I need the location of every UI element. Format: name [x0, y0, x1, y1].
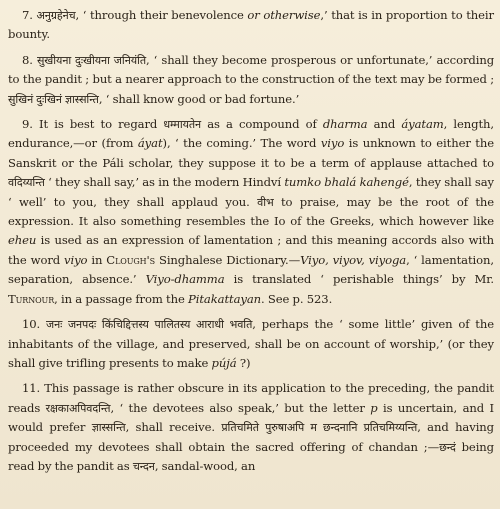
- text-run: as a compound of: [201, 117, 323, 132]
- text-run: 10.: [22, 317, 47, 332]
- text-run: सुखीयना दुःखीयना जनियंति: [36, 53, 147, 67]
- text-run: , shall receive.: [125, 420, 222, 435]
- text-run: Viyo, viyov, viyoga: [300, 252, 407, 267]
- text-run: Clough's: [106, 252, 156, 267]
- text-run: is used as an expression of lamentation ; and this meaning accords also with the word: [8, 233, 494, 267]
- text-run: , and having proceeded my devotees shall obtain the sacred offering of chandan ;—: [8, 420, 494, 454]
- text-run: pújá: [211, 355, 237, 370]
- text-run: 8.: [22, 52, 37, 67]
- text-run: Viyo-dhamma: [145, 272, 225, 287]
- text-run: ?): [236, 355, 251, 370]
- text-run: viyo: [64, 252, 88, 267]
- text-run: , length, endurance,—or (from: [8, 117, 494, 151]
- text-run: धम्मायतेन: [163, 118, 202, 132]
- text-run: 11. This passage is rather obscure in its application to the preceding, the pandit reads: [8, 381, 494, 415]
- note-9: [8, 115, 494, 309]
- text-run: being read by the pandit as: [8, 439, 494, 473]
- text-run: . See p. 523.: [261, 291, 333, 306]
- text-run: is translated ‘ perishable things’ by Mr.: [224, 272, 494, 287]
- text-run: is unknown to either the Sanskrit or the Páli scholar, they suppose it to be a term of applause attached to: [8, 136, 494, 170]
- text-run: वीभ: [257, 195, 274, 209]
- text-run: ज्ञास्सन्ति: [91, 421, 126, 435]
- text-run: áyat: [137, 136, 163, 151]
- text-run: eheu: [8, 233, 37, 248]
- text-run: tumko bhalá kahengé: [284, 175, 409, 190]
- text-run: जनः जनपदः किंचिद्दित्तस्य पालितस्य आराधी भवति: [46, 318, 253, 332]
- text-run: in: [87, 252, 107, 267]
- text-run: चन्दन: [132, 459, 155, 473]
- text-run: dharma: [322, 117, 368, 132]
- text-run: , ‘ shall they become prosperous or unfortunate,’ according to the pandit ; but a nearer approach to the construction of the text may be formed ;: [8, 52, 495, 87]
- text-run: , they shall say ‘ well’ to you, they shall applaud you.: [8, 175, 495, 209]
- text-run: is uncertain, and I would prefer: [8, 400, 494, 435]
- text-run: सुखिनं दुःखिनं ज्ञास्सन्ति: [8, 92, 99, 106]
- text-run: Turnour: [8, 291, 55, 306]
- text-run: 9. It is best to regard: [22, 117, 164, 132]
- text-run: , perhaps the ‘ some little’ given of the inhabitants of the village, and preserved, shall be on account of worship,’ (or they shall give trifling presents to make: [8, 317, 494, 370]
- text-run: ,’ that is in proportion to their bounty.: [8, 8, 494, 42]
- text-run: रक्षकाअपिवदन्ति: [45, 401, 111, 415]
- text-run: , ‘ the devotees also speak,’ but the letter: [110, 400, 371, 415]
- text-run: , sandal-wood, an: [154, 458, 256, 473]
- text-run: Pitakattayan: [188, 291, 262, 306]
- note-7: [8, 6, 494, 45]
- text-run: or otherwise: [247, 8, 321, 22]
- note-11: [8, 379, 494, 476]
- text-run: ‘ they shall say,’ as in the modern Hindví: [44, 175, 285, 190]
- text-run: , ‘ lamentation, separation, absence.’: [8, 252, 494, 287]
- text-run: प्रतिचमिते पुरुषाअपि म छन्दनानि प्रतिचमिय्यन्ति: [221, 421, 418, 435]
- text-run: , ‘ through their benevolence: [75, 8, 248, 22]
- text-run: , ‘ shall know good or bad fortune.’: [98, 91, 300, 106]
- note-8: [8, 51, 494, 109]
- text-run: viyo: [320, 136, 345, 151]
- text-run: छन्दं: [439, 440, 456, 454]
- text-run: अनुग्रहेनेच: [36, 9, 76, 22]
- text-run: p: [370, 400, 378, 415]
- text-run: वदिय्यन्ति: [8, 176, 45, 190]
- text-run: 7.: [22, 8, 37, 22]
- text-run: , in a passage from the: [54, 291, 189, 306]
- note-10: [8, 315, 494, 373]
- text-run: Singhalese Dictionary.—: [155, 252, 301, 267]
- text-run: and: [367, 117, 402, 132]
- text-run: to praise, may be the root of the expression. It also something resembles the Io of the Greeks, which however like: [8, 194, 494, 229]
- text-run: ), ‘ the coming.’ The word: [162, 136, 321, 151]
- text-run: áyatam: [401, 117, 444, 132]
